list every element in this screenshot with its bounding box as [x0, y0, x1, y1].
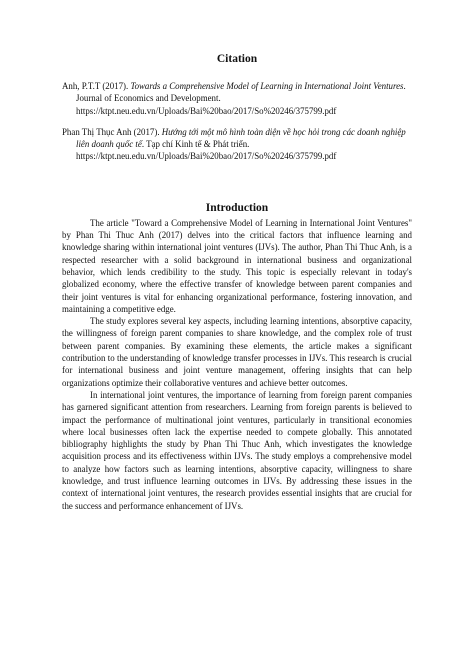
introduction-heading: Introduction — [205, 201, 269, 214]
reference-title: Towards a Comprehensive Model of Learning in International Joint Ventures — [130, 81, 404, 91]
reference-item — [62, 126, 412, 163]
reference-authors: Anh, P.T.T (2017). — [62, 81, 129, 91]
reference-url[interactable]: https://ktpt.neu.edu.vn/Uploads/Bai%20bao/2017/So%20246/375799.pdf — [76, 151, 337, 162]
body-paragraph: In international joint ventures, the importance of learning from foreign parent companies has garnered significant attention from researchers. Learning from foreign parents is believed to impact the performance of multinational joint ventures, particularly in transitional economies where local businesses often lack the expertise needed to compete globally. This annotated bibliography highlights the study by Phan Thi Thuc Anh, which investigates the knowledge acquisition process and its effectiveness within IJVs. The study employs a comprehensive model to analyze how factors such as learning intentions, absorptive capacity, willingness to share knowledge, and trust influence learning outcomes in IJVs. By addressing these issues in the context of international joint ventures, the research provides essential insights that are crucial for the success and performance enhancement of IJVs. — [62, 389, 412, 511]
reference-title: Hướng tới một mô hình toàn diện về học hỏi trong các doanh nghiệp liên doanh quốc tế — [76, 126, 406, 150]
reference-item — [62, 80, 412, 117]
body-paragraph: The study explores several key aspects, including learning intentions, absorptive capacity, the willingness of foreign parent companies to share knowledge, and the complex role of trust between parent companies. By examining these elements, the article makes a significant contribution to the understanding of knowledge transfer processes in IJVs. This research is crucial for international business and joint venture management, offering insights that can help organizations optimize their collaborative ventures and achieve better outcomes. — [62, 316, 412, 388]
reference-source: . Journal of Economics and Development. — [76, 81, 406, 104]
introduction-body — [62, 217, 412, 512]
reference-url[interactable]: https://ktpt.neu.edu.vn/Uploads/Bai%20bao/2017/So%20246/375799.pdf — [76, 105, 337, 116]
reference-list — [62, 80, 412, 163]
body-paragraph: The article "Toward a Comprehensive Model of Learning in International Joint Ventures" by Phan Thi Thuc Anh (2017) delves into the critical factors that influence learning and knowledge sharing within international joint ventures (IJVs). The author, Phan Thi Thuc Anh, is a respected researcher with a solid background in international business and organizational behavior, which lends credibility to the study. This topic is especially relevant in today's globalized economy, where the effective transfer of knowledge between parent companies and their joint ventures is vital for enhancing organizational performance, fostering innovation, and maintaining a competitive edge. — [62, 217, 412, 314]
reference-authors: Phan Thị Thục Anh (2017). — [62, 126, 160, 137]
citation-heading: Citation — [216, 53, 258, 65]
reference-source: . Tạp chí Kinh tế & Phát triển. — [141, 139, 250, 150]
